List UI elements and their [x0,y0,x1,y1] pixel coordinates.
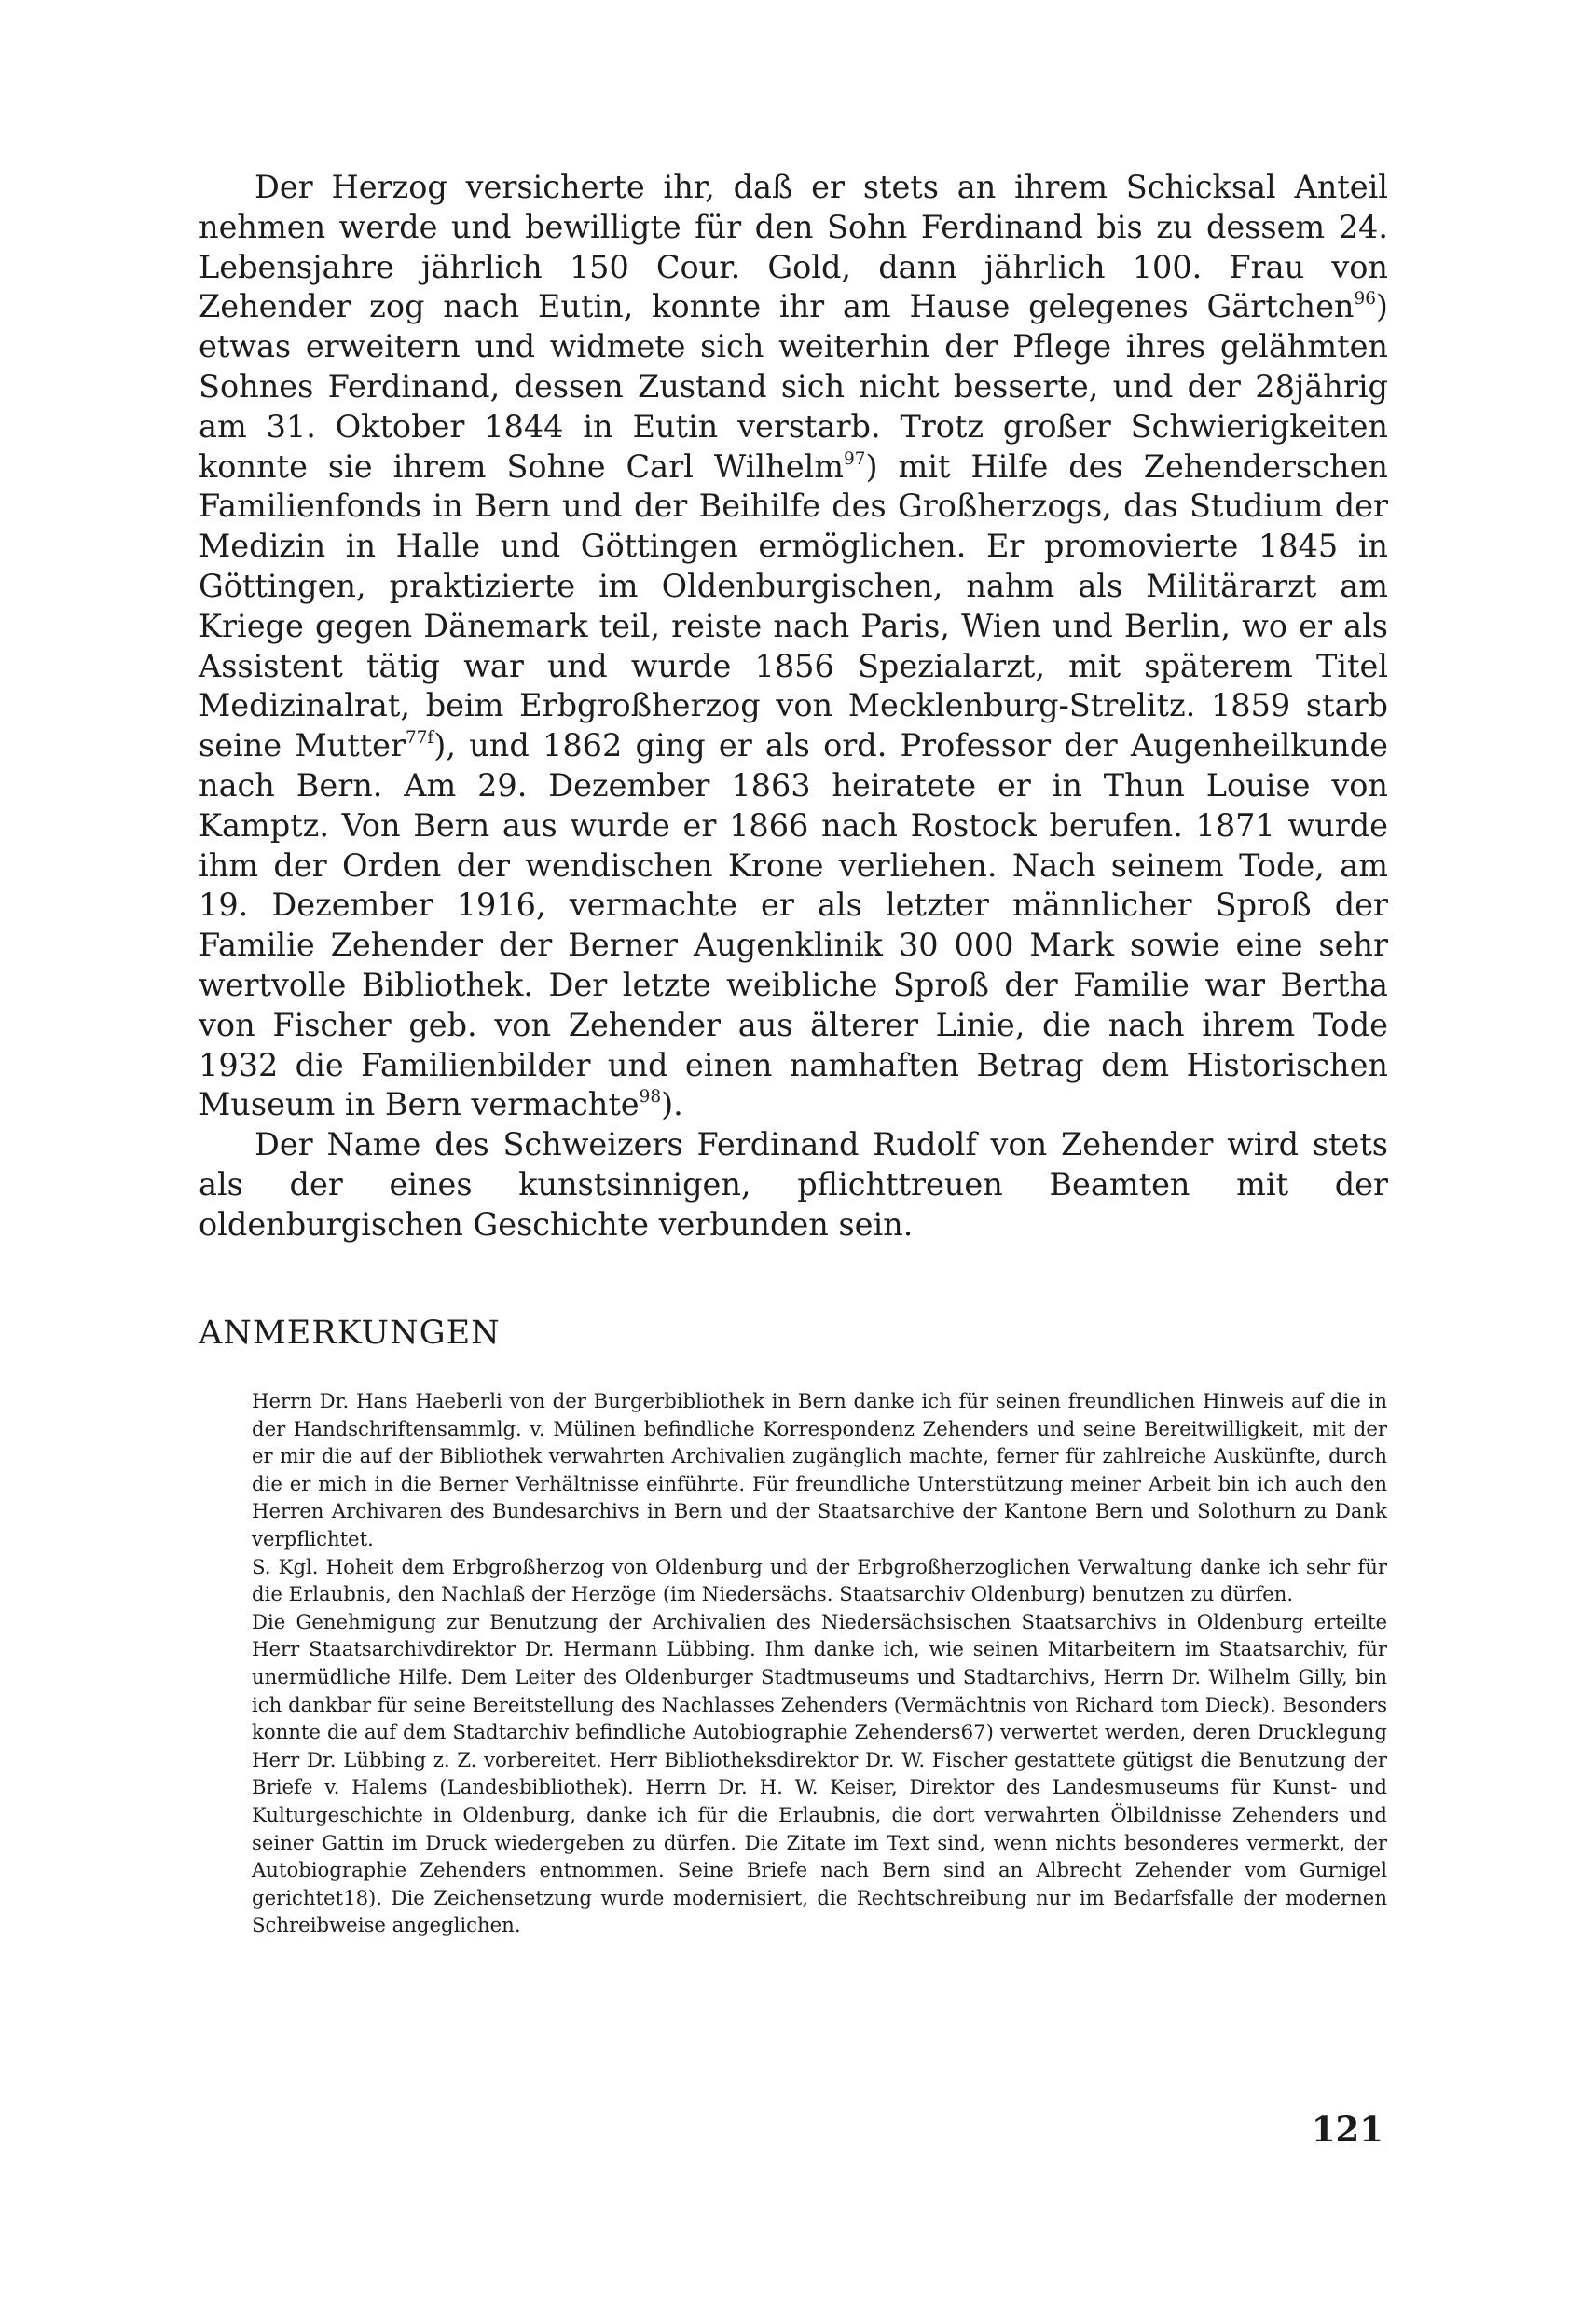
page-number: 121 [1311,2109,1383,2150]
paragraph-text: Der Herzog versicherte ihr, daß er stets an ihrem Schicksal Anteil nehmen werde und bewilligte für den Sohn Ferdinand bis zu dessem 24. Lebensjahre jährlich 150 Cour. Gold, dann jährlich 100. Frau von Zehender zog nach Eutin, konnte ihr am Hause gelegenes Gärtchen [199,169,1388,325]
notes [252,1387,1387,1939]
footnote-reference: 98 [639,1087,662,1108]
footnote-reference: 97 [844,448,866,469]
note-paragraph: Herrn Dr. Hans Haeberli von der Burgerbibliothek in Bern danke ich für seinen freundlichen Hinweis auf die in der Handschriftensammlg. v. Mülinen befindliche Korrespondenz Zehenders und seine Bereitwilligkeit, mit der er mir die auf der Bibliothek verwahrten Archivalien zugänglich machte, ferner für zahlreiche Auskünfte, durch die er mich in die Berner Verhältnisse einführte. Für freundliche Unterstützung meiner Arbeit bin ich auch den Herren Archivaren des Bundesarchivs in Bern und der Staatsarchive der Kantone Bern und Solothurn zu Dank verpflichtet. [252,1389,1387,1550]
note-paragraph: Die Genehmigung zur Benutzung der Archivalien des Niedersächsischen Staatsarchivs in Oldenburg erteilte Herr Staatsarchivdirektor Dr. Hermann Lübbing. Ihm danke ich, wie seinen Mitarbeitern im Staatsarchiv, für unermüdliche Hilfe. Dem Leiter des Oldenburger Stadtmuseums und Stadtarchivs, Herrn Dr. Wilhelm Gilly, bin ich dankbar für seine Bereitstellung des Nachlasses Zehenders (Vermächtnis von Richard tom Dieck). Besonders konnte die auf dem Stadtarchiv befindliche Autobiographie Zehenders67) verwertet werden, deren Drucklegung Herr Dr. Lübbing z. Z. vorbereitet. Herr Bibliotheksdirektor Dr. W. Fischer gestattete gütigst die Benutzung der Briefe v. Halems (Landesbibliothek). Herrn Dr. H. W. Keiser, Direktor des Landesmuseums für Kunst- und Kulturgeschichte in Oldenburg, danke ich für die Erlaubnis, die dort verwahrten Ölbildnisse Zehenders und seiner Gattin im Druck wiedergeben zu dürfen. Die Zitate im Text sind, wenn nichts besonderes vermerkt, der Autobiographie Zehenders entnommen. Seine Briefe nach Bern sind an Albrecht Zehender vom Gurnigel gerichtet18). Die Zeichensetzung wurde modernisiert, die Rechtschreibung nur im Bedarfsfalle der modernen Schreibweise angeglichen. [252,1609,1387,1937]
paragraph-text: ). [661,1086,683,1123]
paragraph-text: ) mit Hilfe des Zehenderschen Familienfonds in Bern und der Beihilfe des Großherzogs, das Studium der Medizin in Halle und Göttingen ermöglichen. Er promovierte 1845 in Göttingen, praktizierte im Oldenburgischen, nahm als Militärarzt am Kriege gegen Dänemark teil, reiste nach Paris, Wien und Berlin, wo er als Assistent tätig war und wurde 1856 Spezialarzt, mit späterem Titel Medizinalrat, beim Erbgroßherzog von Mecklenburg-Strelitz. 1859 starb seine Mutter [199,447,1388,764]
footnote-reference: 96 [1354,289,1376,310]
body-paragraph [199,168,1388,1125]
main-text [199,168,1388,1245]
section-heading: ANMERKUNGEN [199,1314,501,1352]
paragraph-text: ) etwas erweitern und widmete sich weiterhin der Pflege ihres gelähmten Sohnes Ferdinand, dessen Zustand sich nicht besserte, und der 28jährig am 31. Oktober 1844 in Eutin verstarb. Trotz großer Schwierigkeiten konnte sie ihrem Sohne Carl Wilhelm [199,288,1388,485]
body-paragraph: Der Name des Schweizers Ferdinand Rudolf von Zehender wird stets als der eines kunstsinnigen, pflichttreuen Beamten mit der oldenburgischen Geschichte verbunden sein. [199,1126,1388,1243]
note-paragraph: S. Kgl. Hoheit dem Erbgroßherzog von Oldenburg und der Erbgroßherzoglichen Verwaltung danke ich sehr für die Erlaubnis, den Nachlaß der Herzöge (im Niedersächs. Staatsarchiv Oldenburg) benutzen zu dürfen. [252,1554,1387,1606]
paragraph-text: ), und 1862 ging er als ord. Professor der Augenheilkunde nach Bern. Am 29. Dezember 1863 heiratete er in Thun Louise von Kamptz. Von Bern aus wurde er 1866 nach Rostock berufen. 1871 wurde ihm der Orden der wendischen Krone verliehen. Nach seinem Tode, am 19. Dezember 1916, vermachte er als letzter männlicher Sproß der Familie Zehender der Berner Augenklinik 30 000 Mark sowie eine sehr wertvolle Bibliothek. Der letzte weibliche Sproß der Familie war Bertha von Fischer geb. von Zehender aus älterer Linie, die nach ihrem Tode 1932 die Familienbilder und einen namhaften Betrag dem Historischen Museum in Bern vermachte [199,727,1389,1123]
footnote-reference: 77f [406,728,434,749]
